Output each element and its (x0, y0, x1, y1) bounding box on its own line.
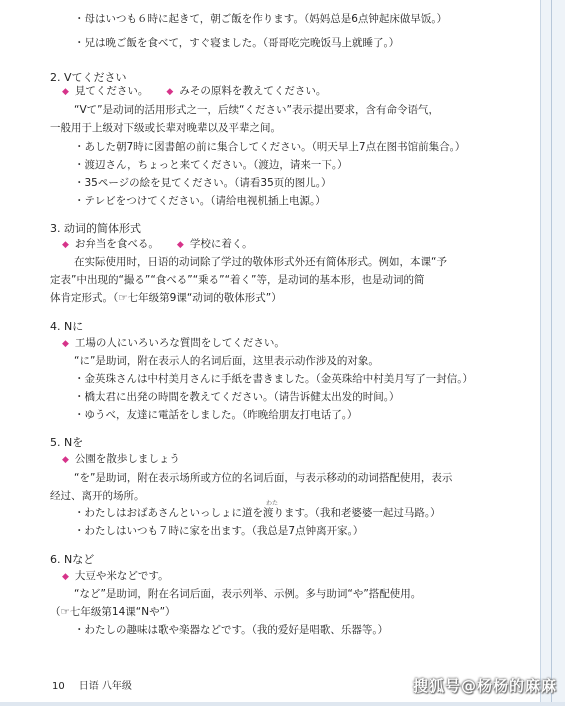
diamond-bullet-icon: ◆ (62, 572, 69, 582)
example-sentence: ・橋太君に出発の時間を教えてください。（请告诉健太出发的时间。） (74, 391, 400, 403)
example-sentence: ・35ページの絵を見てください。（请看35页的图儿。） (74, 177, 332, 189)
example-sentence: ・母はいつも６時に起きて，朝ご飯を作ります。（妈妈总是6点钟起床做早饭。） (74, 13, 448, 25)
example-sentence: ・わたしの趣味は歌や楽器などです。（我的爱好是唱歌、乐器等。） (74, 624, 389, 636)
explanation: （☞七年级第14课“Nや”） (50, 606, 176, 618)
explanation: 定表”中出现的“撮る”“食べる”“乗る”“着く”等，是动词的基本形，也是动词的简 (50, 274, 425, 286)
page-frame-edge (540, 0, 565, 706)
diamond-bullet-icon: ◆ (62, 87, 69, 97)
section-5-title: 5. Nを (50, 436, 84, 449)
explanation: “Vて”是动词的活用形式之一，后续“ください”表示提出要求，含有命令语气， (74, 104, 439, 116)
example-sentence: ・渡辺さん，ちょっと来てください。（渡边，请来一下。） (74, 159, 348, 171)
diamond-bullet-icon: ◆ (62, 455, 69, 465)
section-2-title: 2. Vてください (50, 71, 127, 84)
example-sentence: ・兄は晩ご飯を食べて，すぐ寝ました。（哥哥吃完晚饭马上就睡了。） (74, 37, 400, 49)
example-sentence: ・あした朝7時に図書館の前に集合してください。（明天早上7点在图书馆前集合。） (74, 141, 466, 153)
section-3-title: 3. 动词的简体形式 (50, 222, 141, 235)
explanation: 一般用于上级对下级或长辈对晚辈以及平辈之间。 (50, 122, 281, 134)
section-4-title: 4. Nに (50, 320, 84, 333)
section-4-examples: ◆ 工場の人にいろいろな質問をしてください。 (62, 337, 285, 349)
example-sentence: ・テレビをつけてください。（请给电视机插上电源。） (74, 195, 326, 207)
page-number: 10 (52, 681, 65, 692)
explanation: 体肯定形式。（☞七年级第9课“动词的敬体形式”） (50, 292, 282, 304)
book-title: 日语 八年级 (78, 681, 132, 692)
furigana: わた (266, 500, 279, 507)
section-3-examples: ◆ お弁当を食べる。 ◆ 学校に着く。 (62, 238, 253, 250)
explanation: 在实际使用时，日语的动词除了学过的敬体形式外还有简体形式。例如，本课“予 (74, 256, 447, 268)
watermark: 搜狐号@杨杨的麻麻 (413, 677, 558, 695)
example-sentence: ・わたしはいつも７時に家を出ます。（我总是7点钟离开家。） (74, 525, 364, 537)
diamond-bullet-icon: ◆ (62, 339, 69, 349)
section-5-examples: ◆ 公園を散歩しましょう (62, 453, 180, 465)
explanation: “など”是助词，附在名词后面，表示列举、示例。多与助词“や”搭配使用。 (74, 588, 422, 600)
explanation: “に”是助词，附在表示人的名词后面，这里表示动作涉及的对象。 (74, 355, 379, 367)
page-bottom-edge (0, 702, 565, 706)
diamond-bullet-icon: ◆ (166, 87, 174, 97)
page-footer (52, 677, 132, 692)
section-6-examples: ◆ 大豆や米などです。 (62, 570, 169, 582)
example-sentence: ・金英珠さんは中村美月さんに手紙を書きました。（金英珠给中村美月写了一封信。） (74, 373, 473, 385)
example-sentence: ・わたしはおばあさんといっしょに道を渡ります。（我和老婆婆一起过马路。） (74, 507, 441, 519)
diamond-bullet-icon: ◆ (62, 240, 69, 250)
example-sentence: ・ゆうべ，友達に電話をしました。（昨晚给朋友打电话了。） (74, 409, 358, 421)
explanation: 经过、离开的场所。 (50, 490, 145, 502)
section-2-examples: ◆ 見てください。 ◆ みその原料を教えてください。 (62, 85, 327, 97)
diamond-bullet-icon: ◆ (176, 240, 184, 250)
explanation: “を”是助词，附在表示场所或方位的名词后面，与表示移动的动词搭配使用，表示 (74, 472, 453, 484)
section-6-title: 6. Nなど (50, 553, 95, 566)
